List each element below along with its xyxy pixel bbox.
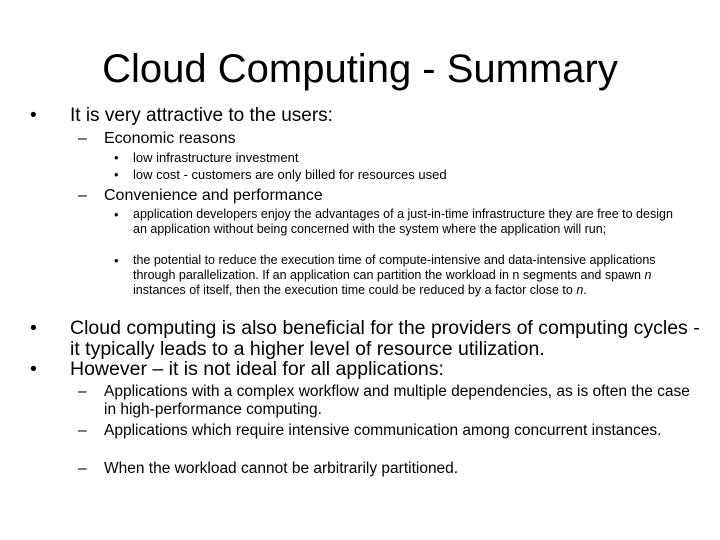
- point-low-infrastructure: low infrastructure investment: [133, 150, 299, 165]
- bullet-dot: •: [114, 253, 119, 268]
- point-economic: Economic reasons: [104, 130, 236, 147]
- bullet-dot: •: [114, 150, 119, 165]
- bullet-dash: –: [78, 187, 87, 204]
- potential-n-first: n: [644, 268, 652, 282]
- bullet-dash: –: [78, 383, 87, 400]
- potential-end: .: [583, 283, 587, 297]
- point-complex-workflow: Applications with a complex workflow and multiple dependencies, as is often the case in high-performance computing.: [104, 383, 690, 418]
- bullet-dot: •: [30, 105, 37, 126]
- point-developers: application developers enjoy the advantages of a just-in-time infrastructure they are free to design an application without being concerned with the system where the application will run;: [133, 207, 673, 236]
- point-intensive-communication: Applications which require intensive communication among concurrent instances.: [104, 422, 662, 439]
- point-attractive: It is very attractive to the users:: [70, 105, 333, 126]
- point-partition: When the workload cannot be arbitrarily partitioned.: [104, 460, 459, 477]
- bullet-dash: –: [78, 422, 87, 439]
- bullet-dot: •: [30, 358, 37, 380]
- bullet-dot: •: [114, 167, 119, 182]
- point-providers: Cloud computing is also beneficial for the providers of computing cycles - it typically leads to a higher level of resource utilization.: [70, 317, 700, 360]
- point-potential: [133, 253, 681, 298]
- bullet-dash: –: [78, 130, 87, 147]
- potential-text-part2: instances of itself, then the execution time could be reduced by a factor close to: [133, 283, 573, 297]
- slide-title: Cloud Computing - Summary: [102, 47, 618, 91]
- potential-text-part1: the potential to reduce the execution time of compute-intensive and data-intensive applications through parallelization. If an application can partition the workload in n segments and spawn: [133, 253, 656, 282]
- bullet-dot: •: [114, 207, 119, 222]
- potential-n-second: n: [576, 283, 584, 297]
- bullet-dot: •: [30, 317, 37, 339]
- point-however: However – it is not ideal for all applications:: [70, 358, 444, 380]
- point-low-cost: low cost - customers are only billed for resources used: [133, 167, 447, 182]
- point-convenience: Convenience and performance: [104, 187, 323, 204]
- bullet-dash: –: [78, 460, 87, 477]
